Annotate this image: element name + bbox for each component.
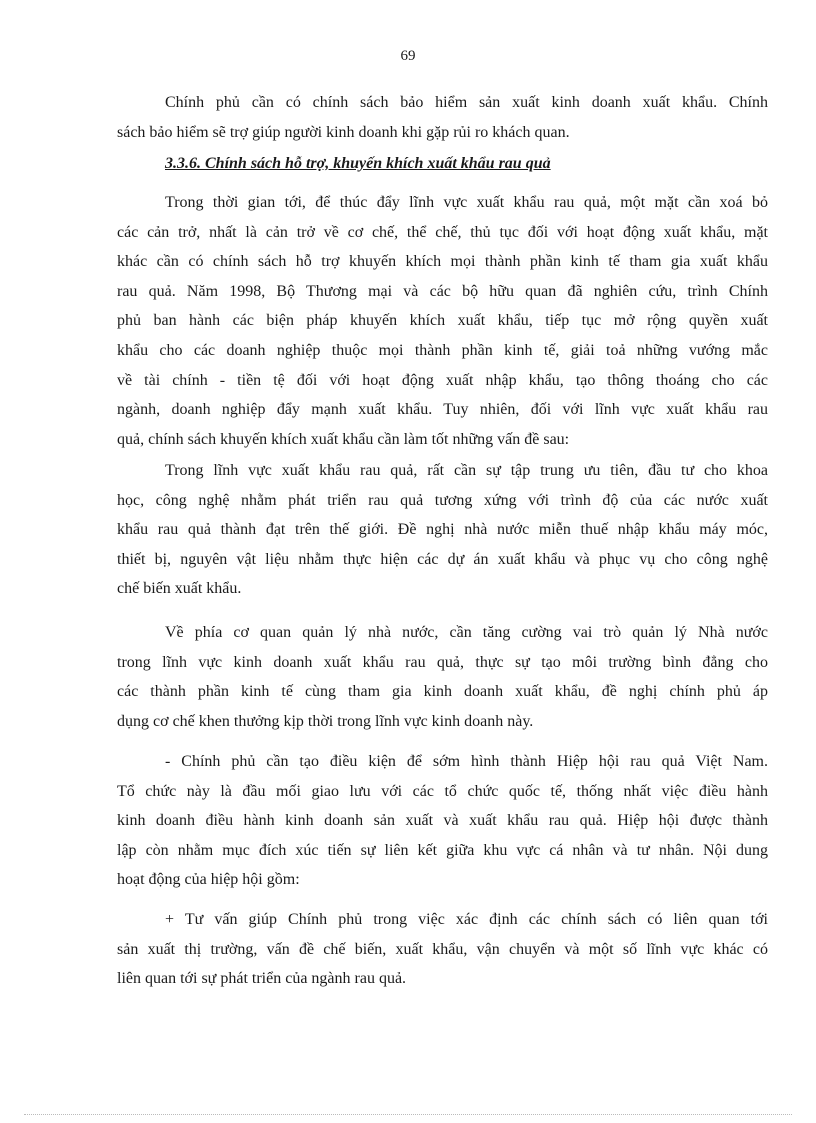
paragraph-line: các thành phần kinh tế cùng tham gia kinh doanh xuất khẩu, đề nghị chính phủ áp — [117, 683, 768, 701]
paragraph-line: hoạt động của hiệp hội gồm: — [117, 871, 300, 889]
paragraph-line: khẩu rau quả thành đạt trên thế giới. Đề nghị nhà nước miễn thuế nhập khẩu máy móc, — [117, 521, 768, 539]
page-bottom-divider — [24, 1114, 792, 1115]
paragraph-line: quả, chính sách khuyến khích xuất khẩu cần làm tốt những vấn đề sau: — [117, 430, 570, 448]
paragraph-line: các cản trở, nhất là cản trở về cơ chế, thể chế, thủ tục đối với hoạt động xuất khẩu, mặt — [117, 223, 768, 241]
paragraph-line: dụng cơ chế khen thưởng kịp thời trong lĩnh vực kinh doanh này. — [117, 712, 534, 730]
paragraph-line: khẩu cho các doanh nghiệp thuộc mọi thành phần kinh tế, giải toả những vướng mắc — [117, 342, 768, 359]
paragraph-line: trong lĩnh vực kinh doanh xuất khẩu rau quả, thực sự tạo môi trường bình đẳng cho — [117, 653, 768, 671]
paragraph-line: chế biến xuất khẩu. — [117, 580, 242, 598]
paragraph-line: liên quan tới sự phát triển của ngành rau quả. — [117, 970, 407, 988]
paragraph-line: thiết bị, nguyên vật liệu nhằm thực hiện các dự án xuất khẩu và phục vụ cho công nghệ — [117, 550, 768, 568]
paragraph-line: Trong lĩnh vực xuất khẩu rau quả, rất cần sự tập trung ưu tiên, đầu tư cho khoa — [165, 462, 768, 479]
paragraph-line: + Tư vấn giúp Chính phủ trong việc xác định các chính sách có liên quan tới — [165, 911, 768, 928]
paragraph-line: phủ ban hành các biện pháp khuyến khích xuất khẩu, tiếp tục mở rộng quyền xuất — [117, 312, 768, 330]
paragraph-line: rau quả. Năm 1998, Bộ Thương mại và các bộ hữu quan đã nghiên cứu, trình Chính — [117, 282, 768, 300]
paragraph-line: kinh doanh điều hành kinh doanh sản xuất và xuất khẩu rau quả. Hiệp hội được thành — [117, 812, 768, 830]
paragraph-line: lập còn nhằm mục đích xúc tiến sự liên kết giữa khu vực cá nhân và tư nhân. Nội dung — [117, 841, 768, 859]
section-heading: 3.3.6. Chính sách hỗ trợ, khuyến khích xuất khẩu rau quả — [165, 155, 551, 172]
paragraph-line: ngành, doanh nghiệp đẩy mạnh xuất khẩu. Tuy nhiên, đối với lĩnh vực xuất khẩu rau — [117, 401, 768, 419]
paragraph-line: - Chính phủ cần tạo điều kiện để sớm hình thành Hiệp hội rau quả Việt Nam. — [165, 753, 768, 770]
paragraph-line: Trong thời gian tới, để thúc đẩy lĩnh vực xuất khẩu rau quả, một mặt cần xoá bỏ — [165, 194, 768, 211]
page-number: 69 — [400, 48, 416, 64]
paragraph-line: sách bảo hiểm sẽ trợ giúp người kinh doanh khi gặp rủi ro khách quan. — [117, 123, 570, 141]
paragraph-line: Chính phủ cần có chính sách bảo hiểm sản xuất kinh doanh xuất khẩu. Chính — [165, 94, 768, 111]
paragraph-line: về tài chính - tiền tệ đối với hoạt động xuất nhập khẩu, tạo thông thoáng cho các — [117, 371, 768, 389]
paragraph-line: Tổ chức này là đầu mối giao lưu với các tổ chức quốc tế, thống nhất việc điều hành — [117, 782, 768, 800]
paragraph-line: học, công nghệ nhằm phát triển rau quả tương xứng với trình độ của các nước xuất — [117, 491, 768, 509]
paragraph-line: Về phía cơ quan quản lý nhà nước, cần tăng cường vai trò quản lý Nhà nước — [165, 624, 768, 641]
paragraph-line: sản xuất thị trường, vấn đề chế biến, xuất khẩu, vận chuyển và một số lĩnh vực khác có — [117, 940, 768, 958]
paragraph-line: khác cần có chính sách hỗ trợ khuyến khích mọi thành phần kinh tế tham gia xuất khẩu — [117, 253, 768, 271]
